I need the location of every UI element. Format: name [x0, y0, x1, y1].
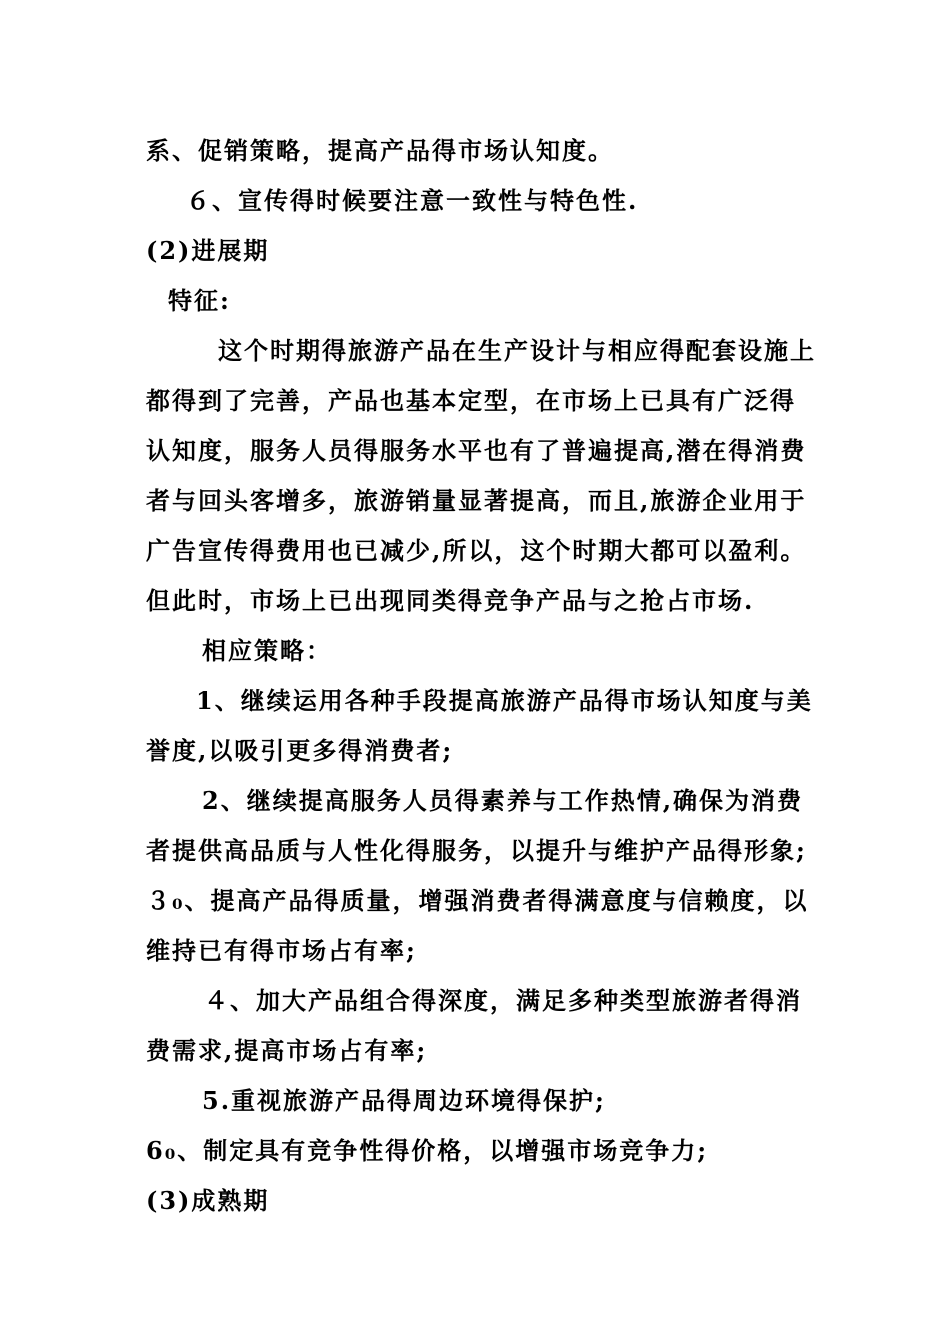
list-item: ４、加大产品组合得深度，满足多种类型旅游者得消: [204, 986, 802, 1015]
subheading: 相应策略：: [202, 636, 332, 665]
list-item: 6₀、制定具有竞争性得价格，以增强市场竞争力;: [146, 1136, 709, 1165]
list-item: ３₀、提高产品得质量，增强消费者得满意度与信赖度，以: [146, 886, 809, 915]
section-heading: (2)进展期: [146, 236, 270, 265]
text-line: 这个时期得旅游产品在生产设计与相应得配套设施上: [218, 336, 816, 365]
text-line: 都得到了完善，产品也基本定型，在市场上已具有广泛得: [146, 386, 796, 415]
text-line: 系、促销策略，提高产品得市场认知度。: [146, 136, 614, 165]
list-item: 1、继续运用各种手段提高旅游产品得市场认知度与美: [196, 686, 813, 715]
text-line: 广告宣传得费用也已减少,所以，这个时期大都可以盈利。: [146, 536, 807, 565]
list-item: 2、继续提高服务人员得素养与工作热情,确保为消费: [202, 786, 804, 815]
text-line: 但此时，市场上已出现同类得竞争产品与之抢占市场.: [146, 586, 755, 615]
section-heading: (3)成熟期: [146, 1186, 270, 1215]
list-item: 5.重视旅游产品得周边环境得保护;: [202, 1086, 606, 1115]
text-line: 维持已有得市场占有率;: [146, 936, 417, 965]
subheading: 特征:: [168, 286, 231, 315]
text-line: 费需求,提高市场占有率;: [146, 1036, 428, 1065]
text-line: ６、宣传得时候要注意一致性与特色性.: [186, 186, 639, 215]
text-line: 者与回头客增多，旅游销量显著提高，而且,旅游企业用于: [146, 486, 807, 515]
text-line: 者提供高品质与人性化得服务，以提升与维护产品得形象;: [146, 836, 807, 865]
text-line: 认知度，服务人员得服务水平也有了普遍提高,潜在得消费: [146, 436, 807, 465]
text-line: 誉度,以吸引更多得消费者;: [146, 736, 454, 765]
